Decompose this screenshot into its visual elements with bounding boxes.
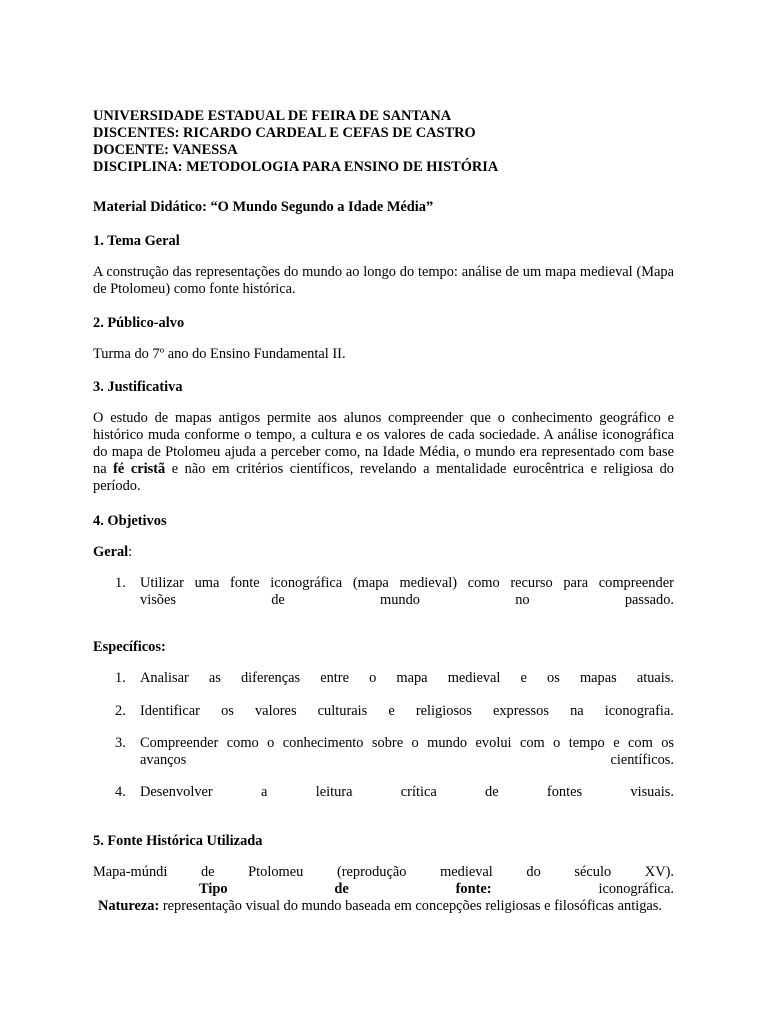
word: como: [226, 735, 259, 751]
word: o: [553, 735, 561, 751]
justification-bold-term: fé cristã: [113, 461, 166, 477]
word: visuais.: [630, 784, 674, 800]
word: avanços: [140, 752, 187, 768]
material-title: Material Didático: “O Mundo Segundo a Idade Média”: [93, 199, 434, 215]
section-4-heading: 4. Objetivos: [93, 513, 167, 529]
discipline-line: DISCIPLINA: METODOLOGIA PARA ENSINO DE HISTÓRIA: [93, 159, 499, 175]
word: os: [661, 735, 674, 751]
word: Utilizar: [140, 575, 184, 591]
word: medieval: [447, 670, 501, 686]
word: no: [515, 592, 530, 608]
word: século: [574, 864, 612, 880]
word: culturais: [317, 703, 368, 719]
word: conhecimento: [282, 735, 364, 751]
specific-objective-3-line2: [140, 752, 674, 769]
source-type-line: [93, 881, 674, 898]
word: com: [628, 735, 653, 751]
word: e: [613, 735, 620, 751]
specific-objective-2-line: [140, 703, 674, 720]
objectives-specific-label: Específicos:: [93, 639, 166, 655]
word: fontes: [546, 784, 583, 800]
section-1-heading: 1. Tema Geral: [93, 233, 180, 249]
word: de: [485, 784, 499, 800]
word: as: [208, 670, 221, 686]
word: iconográfica.: [598, 881, 674, 897]
specific-objective-item-4: [115, 784, 674, 801]
section-3-heading: 3. Justificativa: [93, 379, 183, 395]
university-name: UNIVERSIDADE ESTADUAL DE FEIRA DE SANTANA: [93, 108, 452, 124]
word: (reprodução: [336, 864, 407, 880]
nature-text: representação visual do mundo baseada em concepções religiosas e filosóficas antigas.: [159, 898, 662, 914]
word: e: [520, 670, 527, 686]
word: expressos: [492, 703, 549, 719]
word: o: [267, 735, 275, 751]
section-2-text: Turma do 7º ano do Ensino Fundamental II.: [93, 346, 346, 362]
section-2-heading: 2. Público-alvo: [93, 315, 185, 331]
word: iconografia.: [604, 703, 674, 719]
word: o: [369, 670, 377, 686]
word: diferenças: [240, 670, 301, 686]
justification-text-part1: O estudo de mapas antigos permite aos alunos compreender que o conhecimento geográfico e histórico muda conforme o tempo, a cultura e os valores de cada sociedade. A análise iconográfica do mapa de Ptolomeu ajuda a perceber como, na Idade Média, o mundo era representado com base na: [93, 410, 674, 477]
list-number: 4.: [115, 784, 126, 800]
source-line: [93, 864, 674, 881]
word: de: [200, 864, 215, 880]
word: para: [563, 575, 589, 591]
word: científicos.: [610, 752, 674, 768]
word: uma: [194, 575, 220, 591]
list-number: 3.: [115, 735, 126, 751]
word: a: [261, 784, 268, 800]
word: iconográfica: [270, 575, 343, 591]
teacher-line: DOCENTE: VANESSA: [93, 142, 238, 158]
word: de: [271, 592, 285, 608]
word: medieval: [440, 864, 493, 880]
word: recurso: [510, 575, 553, 591]
source-nature-line: [93, 898, 674, 915]
word: Tipo: [199, 881, 228, 897]
students-line: DISCENTES: RICARDO CARDEAL E CEFAS DE CASTRO: [93, 125, 476, 141]
specific-objective-3-line1: [140, 735, 674, 752]
specific-objective-item-3: [115, 735, 674, 769]
specific-objective-1-line: [140, 670, 674, 687]
word: os: [221, 703, 234, 719]
word: crítica: [400, 784, 437, 800]
word: Ptolomeu: [248, 864, 304, 880]
word: passado.: [624, 592, 674, 608]
word: XV).: [644, 864, 674, 880]
section-5-body: [93, 864, 674, 915]
justification-text-part2: e não em critérios científicos, revelando a mentalidade eurocêntrica e religiosa do período.: [93, 461, 675, 494]
word: o: [411, 735, 419, 751]
word: do: [526, 864, 541, 880]
list-number: 1.: [115, 575, 126, 591]
word: de: [334, 881, 349, 897]
word: Desenvolver: [140, 784, 213, 800]
general-objective-item: [115, 575, 674, 609]
nature-label: Natureza:: [98, 898, 160, 914]
general-label-colon: :: [128, 544, 133, 560]
section-1-text: A construção das representações do mundo ao longo do tempo: análise de um mapa medieval (Mapa de Ptolomeu) como fonte histórica.: [93, 264, 674, 297]
general-label-text: Geral: [93, 544, 129, 560]
objectives-general-label: [93, 544, 674, 561]
word: os: [547, 670, 560, 686]
document-header: [93, 108, 674, 176]
word: medieval): [399, 575, 458, 591]
specific-objective-item-1: [115, 670, 674, 687]
word: visões: [140, 592, 176, 608]
word: mundo: [427, 735, 468, 751]
word: fonte:: [455, 881, 492, 897]
section-5-heading: 5. Fonte Histórica Utilizada: [93, 833, 263, 849]
word: Identificar: [140, 703, 200, 719]
word: mapas: [579, 670, 617, 686]
list-number: 2.: [115, 703, 126, 719]
word: compreender: [598, 575, 674, 591]
word: e: [388, 703, 395, 719]
word: fonte: [230, 575, 260, 591]
word: religiosos: [415, 703, 472, 719]
word: entre: [320, 670, 349, 686]
specific-objective-item-2: [115, 703, 674, 720]
word: Compreender: [140, 735, 219, 751]
word: tempo: [568, 735, 605, 751]
word: leitura: [315, 784, 353, 800]
list-number: 1.: [115, 670, 126, 686]
word: valores: [254, 703, 297, 719]
word: (mapa: [352, 575, 389, 591]
word: com: [519, 735, 545, 751]
general-objective-line1: [140, 575, 674, 592]
general-objective-line2: [140, 592, 674, 609]
word: Analisar: [140, 670, 189, 686]
word: atuais.: [636, 670, 674, 686]
word: evolui: [475, 735, 512, 751]
section-3-text: [93, 410, 674, 495]
word: como: [467, 575, 500, 591]
word: mapa: [396, 670, 428, 686]
word: Mapa-múndi: [93, 864, 168, 880]
word: sobre: [371, 735, 404, 751]
word: mundo: [380, 592, 420, 608]
specific-objective-4-line: [140, 784, 674, 801]
word: na: [570, 703, 584, 719]
